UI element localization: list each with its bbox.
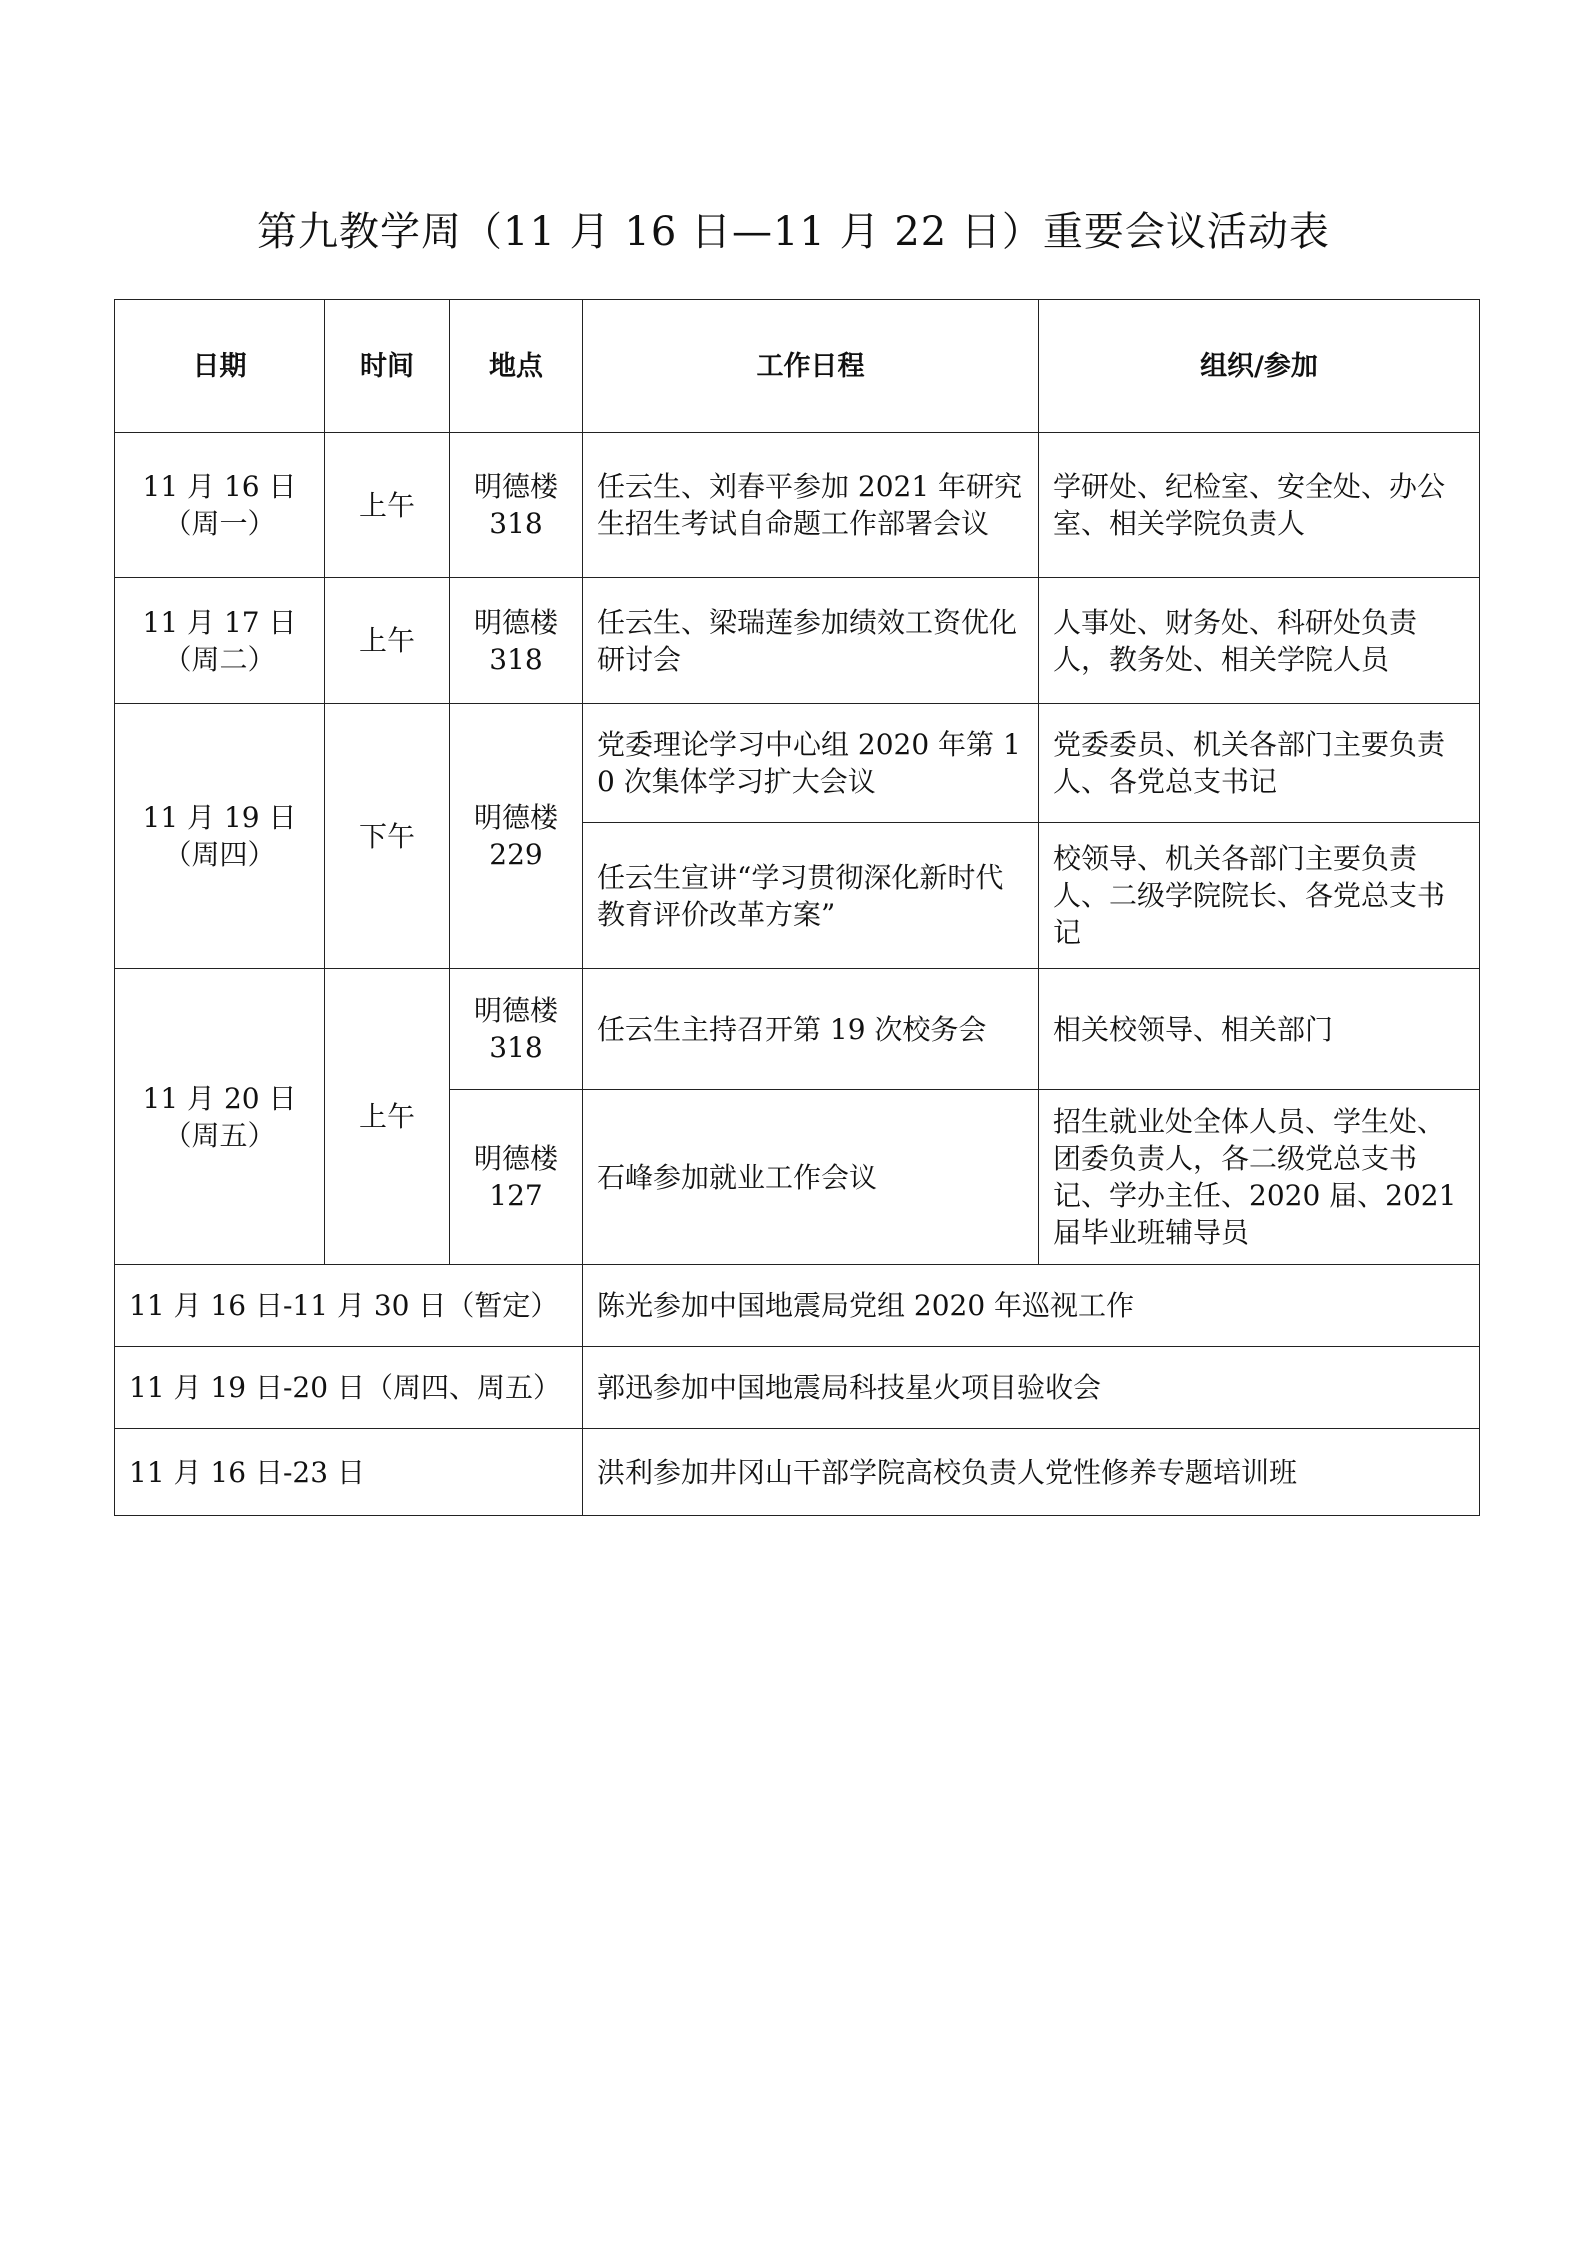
table-row [115, 1265, 1480, 1347]
place-text: 明德楼 318 [473, 994, 558, 1064]
place-text: 明德楼 127 [473, 1142, 558, 1212]
time-cell: 上午 [325, 969, 450, 1265]
page-title: 第九教学周（11 月 16 日—11 月 22 日）重要会议活动表 [257, 209, 1330, 255]
table-row [115, 1429, 1480, 1516]
table-row [115, 969, 1480, 1090]
header-agenda: 工作日程 [583, 300, 1039, 433]
header-date: 日期 [115, 300, 325, 433]
agenda-cell: 石峰参加就业工作会议 [583, 1090, 1039, 1265]
place-text: 明德楼 318 [473, 470, 558, 540]
place-cell [450, 704, 583, 969]
date-cell [115, 578, 325, 704]
time-cell: 上午 [325, 433, 450, 578]
date-text: 11 月 19 日 （周四） [142, 801, 297, 871]
header-row [115, 300, 1480, 433]
date-cell [115, 704, 325, 969]
agenda-cell: 任云生、梁瑞莲参加绩效工资优化研讨会 [583, 578, 1039, 704]
place-text: 明德楼 318 [473, 605, 558, 676]
place-cell [450, 433, 583, 578]
org-cell: 人事处、财务处、科研处负责人，教务处、相关学院人员 [1039, 578, 1480, 704]
place-text: 明德楼 229 [473, 801, 558, 871]
date-text: 11 月 20 日 （周五） [142, 1081, 297, 1152]
agenda-cell: 任云生宣讲“学习贯彻深化新时代教育评价改革方案” [583, 823, 1039, 969]
date-text: 11 月 17 日 （周二） [142, 605, 297, 676]
agenda-cell: 党委理论学习中心组 2020 年第 10 次集体学习扩大会议 [583, 704, 1039, 823]
place-cell [450, 969, 583, 1090]
activity-cell: 陈光参加中国地震局党组 2020 年巡视工作 [583, 1265, 1480, 1347]
activity-cell: 郭迅参加中国地震局科技星火项目验收会 [583, 1347, 1480, 1429]
org-cell: 党委委员、机关各部门主要负责人、各党总支书记 [1039, 704, 1480, 823]
org-cell: 学研处、纪检室、安全处、办公室、相关学院负责人 [1039, 433, 1480, 578]
time-cell: 下午 [325, 704, 450, 969]
header-org: 组织/参加 [1039, 300, 1480, 433]
org-cell: 校领导、机关各部门主要负责人、二级学院院长、各党总支书记 [1039, 823, 1480, 969]
time-cell: 上午 [325, 578, 450, 704]
table-row [115, 578, 1480, 704]
date-cell [115, 969, 325, 1265]
period-cell: 11 月 19 日-20 日（周四、周五） [115, 1347, 583, 1429]
org-cell: 相关校领导、相关部门 [1039, 969, 1480, 1090]
table-row [115, 1347, 1480, 1429]
date-text: 11 月 16 日 （周一） [142, 470, 297, 540]
table-row [115, 704, 1480, 823]
place-cell [450, 578, 583, 704]
place-cell [450, 1090, 583, 1265]
period-cell: 11 月 16 日-11 月 30 日（暂定） [115, 1265, 583, 1347]
header-time: 时间 [325, 300, 450, 433]
period-cell: 11 月 16 日-23 日 [115, 1429, 583, 1516]
schedule-table [114, 299, 1480, 1516]
activity-cell: 洪利参加井冈山干部学院高校负责人党性修养专题培训班 [583, 1429, 1480, 1516]
agenda-cell: 任云生主持召开第 19 次校务会 [583, 969, 1039, 1090]
agenda-cell: 任云生、刘春平参加 2021 年研究生招生考试自命题工作部署会议 [583, 433, 1039, 578]
table-row [115, 433, 1480, 578]
org-cell: 招生就业处全体人员、学生处、团委负责人，各二级党总支书记、学办主任、2020 届、2021 届毕业班辅导员 [1039, 1090, 1480, 1265]
date-cell [115, 433, 325, 578]
header-place: 地点 [450, 300, 583, 433]
